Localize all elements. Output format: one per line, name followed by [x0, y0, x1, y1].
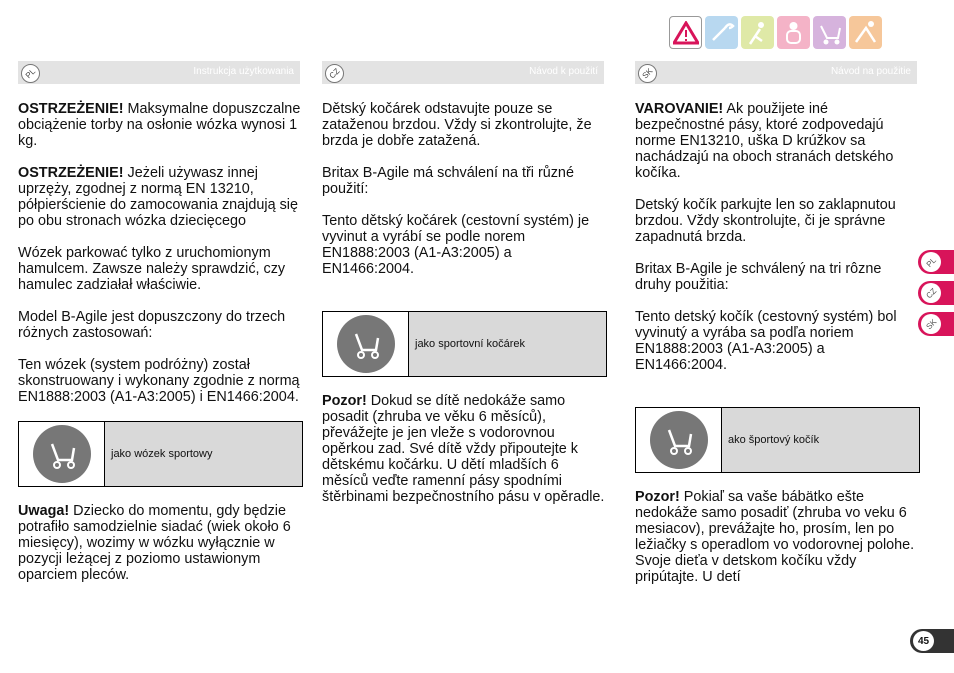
side-tab-pl[interactable]: PL: [918, 250, 954, 274]
stroller-icon: [650, 411, 708, 469]
child-icon: [741, 16, 774, 49]
paragraph: Ten wózek (system podróżny) został skonstruowany i wykonany zgodnie z normą EN1888:2003 (A1-A3:2005) i EN1466:2004.: [18, 357, 300, 405]
header-title: Návod na použitie: [830, 66, 911, 77]
paragraph: VAROVANIE! Ak použijete iné bezpečnostné pásy, ktoré zodpovedajú norme EN13210, uškа D krúžkov sa nachádzajú na oboch stranách detského kočíka.: [635, 101, 894, 181]
paragraph: Wózek parkować tylko z uruchomionym hamulcem. Zawsze należy sprawdzić, czy hamulec zadziałał właściwie.: [18, 245, 286, 293]
column-sk: [635, 61, 917, 585]
tool-icon: [705, 16, 738, 49]
language-badge: SK: [634, 60, 661, 87]
paragraph: OSTRZEŻENIE! Maksymalne dopuszczalne obciążenie torby na osłonie wózka wynosi 1 kg.: [18, 101, 301, 149]
warning-icon: [669, 16, 702, 49]
page-number: 45: [913, 631, 934, 651]
paragraph: Pozor! Pokiaľ sa vaše bábätko ešte nedokáže samo posadiť (zhruba vo veku 6 mesiacov), prevážajte ho, prosím, len po ležiačky s operadlom vo vodorovnej polohe. Svoje dieťa v detskom kočíku vždy pripútajte. U detí: [635, 489, 915, 585]
paragraph: Model B-Agile jest dopuszczony do trzech różnych zastosowań:: [18, 309, 286, 341]
paragraph: Tento detský kočík (cestovný systém) bol vyvinutý a vyrába sa podľa noriem EN1888:2003 (A1-A3:2005) a EN1466:2004.: [635, 309, 897, 373]
usage-label: ako športový kočík: [728, 434, 820, 446]
usage-box: [635, 407, 920, 473]
usage-box: [322, 311, 607, 377]
paragraph: Tento dětský kočárek (cestovní systém) je vyvinut a vyrábí se podle norem EN1888:2003 (A1-A3:2005) a EN1466:2004.: [322, 213, 590, 277]
header-title: Instrukcja użytkowania: [193, 66, 294, 77]
paragraph: Britax B-Agile je schválený na tri rôzne druhy použitia:: [635, 261, 882, 293]
stroller-icon: [813, 16, 846, 49]
stroller-icon: [337, 315, 395, 373]
side-tab-cz[interactable]: CZ: [918, 281, 954, 305]
header-cz: [322, 61, 604, 84]
header-title: Návod k použití: [529, 66, 598, 77]
language-side-tabs: [918, 250, 954, 343]
side-tab-sk[interactable]: SK: [918, 312, 954, 336]
header-sk: [635, 61, 917, 84]
language-badge: PL: [17, 60, 44, 87]
language-badge: CZ: [321, 60, 348, 87]
usage-box: [18, 421, 303, 487]
paragraph: Dětský kočárek odstavujte pouze se zataženou brzdou. Vždy si zkontrolujte, že brzda je dobře zatažená.: [322, 101, 592, 149]
paragraph: Uwaga! Dziecko do momentu, gdy będzie potrafiło samodzielnie siadać (wiek około 6 miesięcy), wozimy w wózku wyłącznie w pozycji leżącej z poziomo ustawionym oparciem pleców.: [18, 503, 291, 583]
car-seat-icon: [777, 16, 810, 49]
paragraph: OSTRZEŻENIE! Jeżeli używasz innej uprzęży, zgodnej z normą EN 13210, półpierścienie do zamocowania znajdują się po obu stronach wózka dziecięcego: [18, 165, 298, 229]
page-number-tab: [910, 629, 954, 653]
paragraph: Britax B-Agile má schválení na tři různé použití:: [322, 165, 574, 197]
column-pl: [18, 61, 301, 583]
usage-label: jako wózek sportowy: [111, 448, 213, 460]
paragraph: Detský kočík parkujte len so zaklapnutou brzdou. Vždy skontrolujte, či je správne zapadnutá brzda.: [635, 197, 896, 245]
stroller-icon: [33, 425, 91, 483]
usage-label: jako sportovní kočárek: [415, 338, 526, 350]
shopping-icon: [849, 16, 882, 49]
column-cz: [322, 61, 605, 505]
header-pl: [18, 61, 300, 84]
category-icons: [669, 16, 882, 49]
paragraph: Pozor! Dokud se dítě nedokáže samo posadit (zhruba ve věku 6 měsíců), převážejte je jen vleže s vodorovnou opěrkou zad. Své dítě vždy připoutejte k dětskému kočárku. U dětí mladších 6 měsíců veďte ramenní pásy spodními štěrbinami bezpečnostního pásu v opěradle.: [322, 393, 605, 505]
